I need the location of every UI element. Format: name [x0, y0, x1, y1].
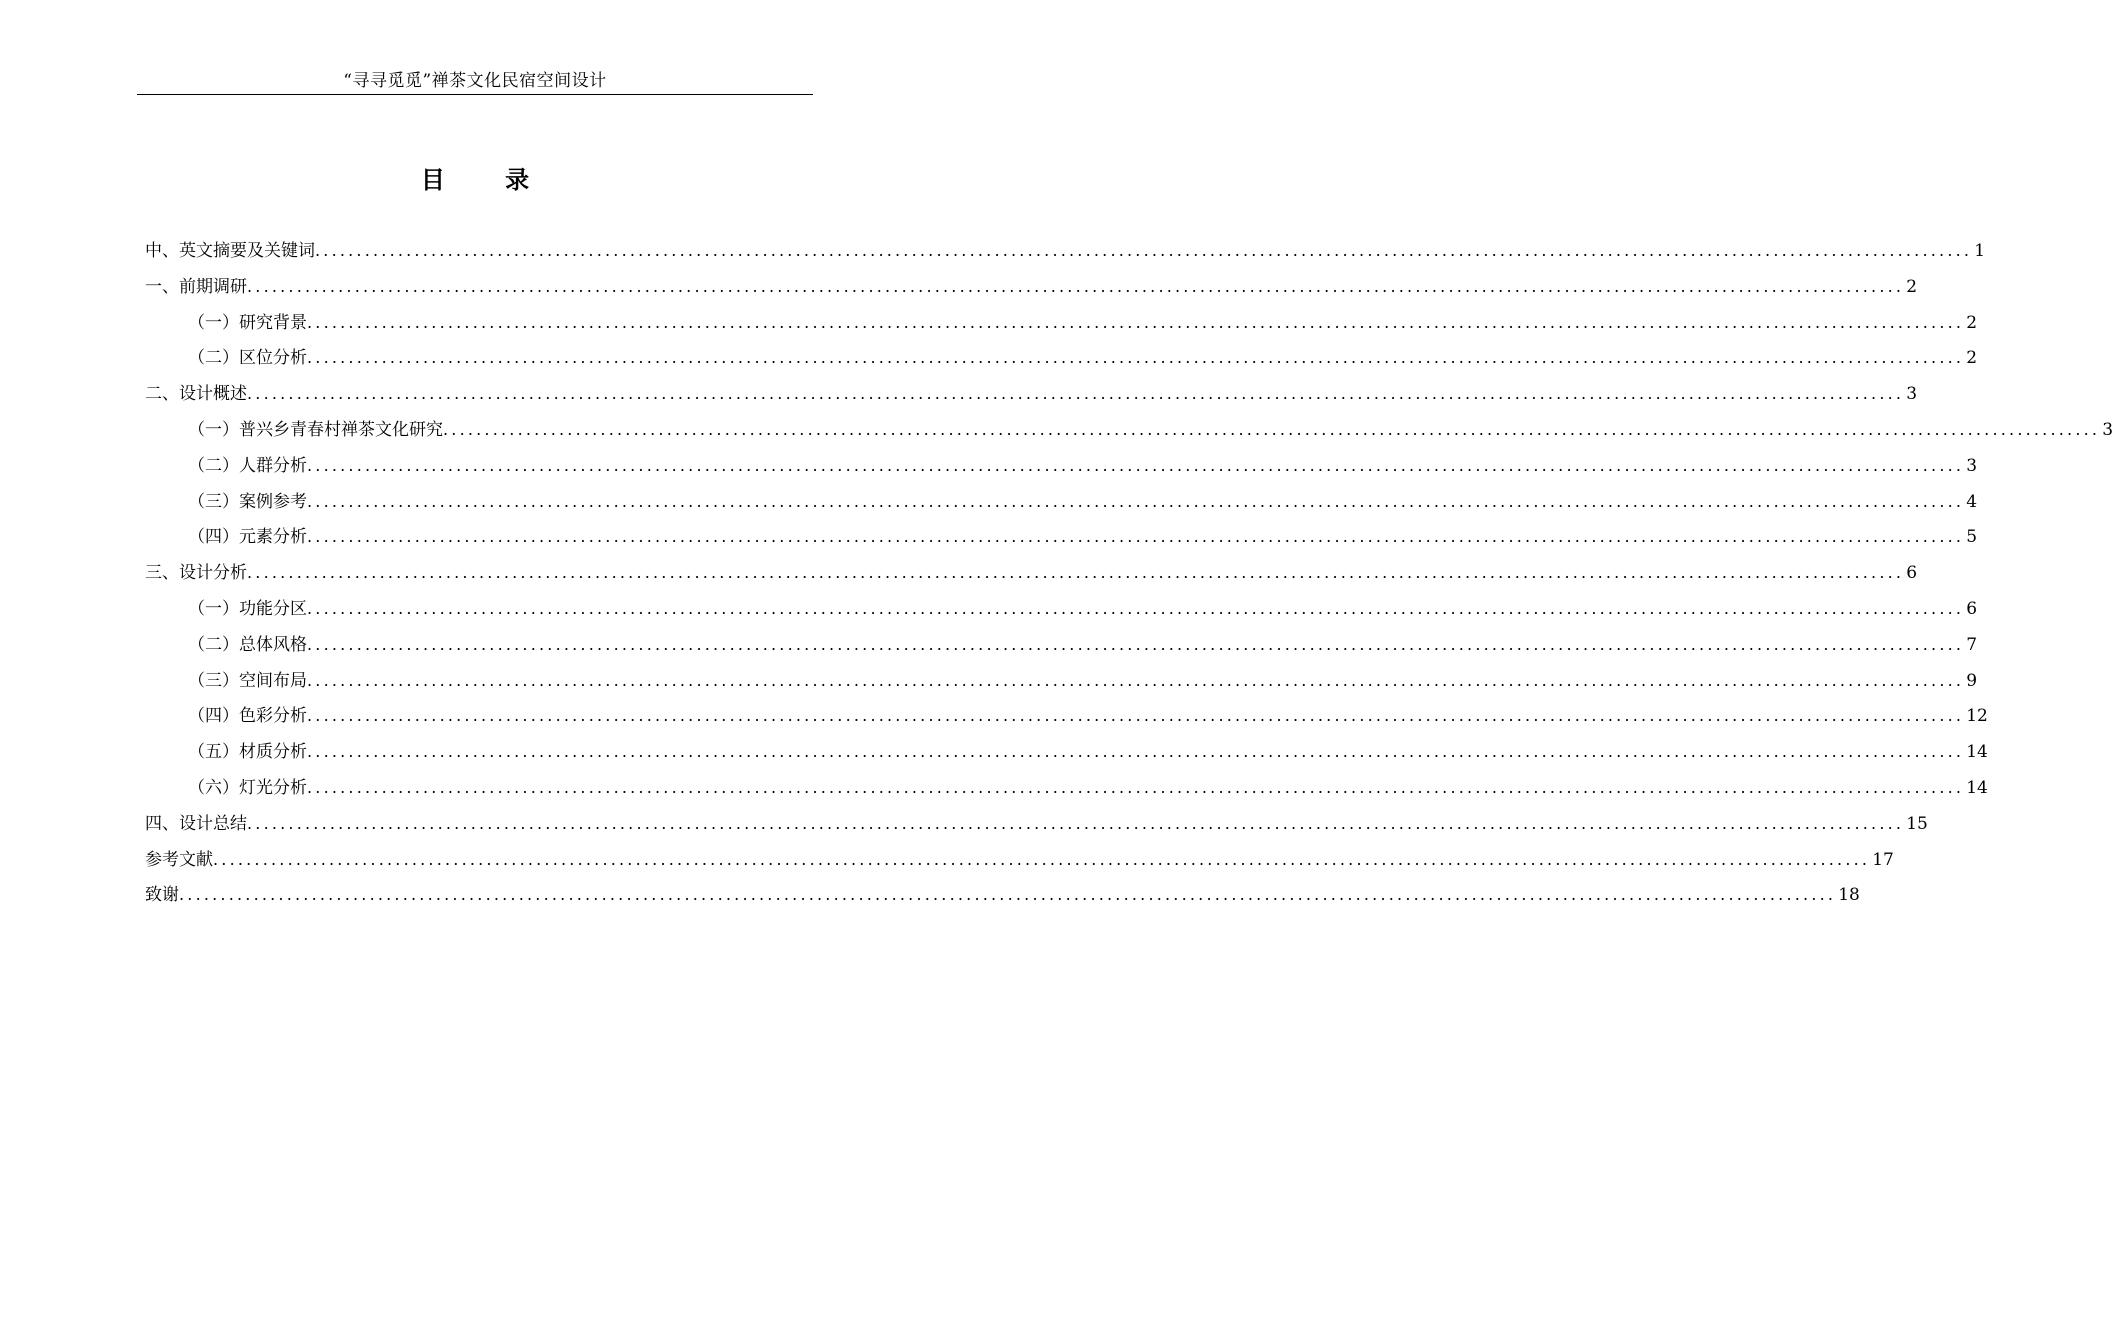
toc-entry-label: （六）灯光分析 [188, 777, 307, 798]
toc-entry[interactable] [145, 663, 1978, 699]
toc-entry[interactable] [145, 305, 1978, 341]
toc-entry-label: （五）材质分析 [188, 742, 307, 763]
toc-entry-page: 2 [1966, 312, 1978, 333]
toc-title: 目 录 [420, 165, 556, 194]
toc-entry[interactable] [145, 376, 1918, 412]
toc-entry-page: 15 [1906, 813, 1928, 834]
toc-entry-page: 5 [1966, 527, 1978, 548]
toc-entry-label: 致谢 [145, 885, 179, 906]
toc-entry-page: 4 [1966, 491, 1978, 512]
toc-entry-label: 三、设计分析 [145, 563, 247, 584]
toc-entry-label: （三）空间布局 [188, 670, 307, 691]
toc-leader-dots: ........................................................................................................................................................................................................ [213, 849, 1871, 869]
toc-leader-dots: ........................................................................................................................................................................................................ [247, 563, 1905, 583]
toc-entry[interactable] [145, 519, 1978, 555]
toc-leader-dots: ........................................................................................................................................................................................................ [307, 455, 1965, 475]
toc-leader-dots: ........................................................................................................................................................................................................ [307, 598, 1965, 618]
toc-leader-dots: ........................................................................................................................................................................................................ [307, 777, 1965, 797]
toc-entry[interactable] [145, 412, 2113, 448]
toc-entry-page: 14 [1966, 742, 1988, 763]
toc-entry-page: 12 [1966, 706, 1988, 727]
toc-entry-page: 3 [1966, 455, 1978, 476]
toc-entry[interactable] [145, 484, 1978, 520]
toc-entry-page: 6 [1966, 598, 1978, 619]
toc-leader-dots: ........................................................................................................................................................................................................ [247, 276, 1905, 296]
toc-leader-dots: ........................................................................................................................................................................................................ [307, 706, 1965, 726]
toc-entry-label: 四、设计总结 [145, 813, 247, 834]
toc-entry[interactable] [145, 269, 1918, 305]
header-divider [137, 94, 813, 95]
toc-entry-label: （一）普兴乡青春村禅茶文化研究 [188, 419, 443, 440]
toc-entry[interactable] [145, 877, 1860, 913]
toc-entry[interactable] [145, 340, 1978, 376]
toc-entry-label: 二、设计概述 [145, 384, 247, 405]
toc-entry-page: 2 [1966, 348, 1978, 369]
toc-leader-dots: ........................................................................................................................................................................................................ [247, 813, 1905, 833]
toc-leader-dots: ........................................................................................................................................................................................................ [315, 241, 1973, 260]
toc-leader-dots: ........................................................................................................................................................................................................ [307, 312, 1965, 332]
toc-entry-label: 一、前期调研 [145, 276, 247, 297]
toc-entry-page: 17 [1872, 849, 1894, 870]
table-of-contents [145, 233, 2113, 913]
toc-entry[interactable] [145, 842, 1894, 878]
toc-entry[interactable] [145, 591, 1978, 627]
toc-leader-dots: ........................................................................................................................................................................................................ [247, 384, 1905, 404]
toc-entry-page: 1 [1974, 241, 1986, 261]
toc-entry[interactable] [145, 555, 1918, 591]
toc-entry-label: （二）人群分析 [188, 455, 307, 476]
toc-leader-dots: ........................................................................................................................................................................................................ [307, 670, 1965, 690]
toc-entry[interactable] [145, 806, 1928, 842]
toc-entry[interactable] [145, 448, 1978, 484]
toc-entry-page: 7 [1966, 634, 1978, 655]
toc-entry-label: （一）研究背景 [188, 312, 307, 333]
toc-entry-label: （四）元素分析 [188, 527, 307, 548]
toc-leader-dots: ........................................................................................................................................................................................................ [179, 885, 1837, 905]
toc-entry-page: 18 [1838, 885, 1860, 906]
toc-leader-dots: ........................................................................................................................................................................................................ [307, 742, 1965, 762]
toc-entry-page: 14 [1966, 777, 1988, 798]
toc-entry-label: （二）总体风格 [188, 634, 307, 655]
toc-entry-page: 2 [1906, 276, 1918, 297]
toc-leader-dots: ........................................................................................................................................................................................................ [443, 419, 2101, 439]
toc-entry[interactable] [145, 734, 1988, 770]
toc-entry[interactable] [145, 770, 1988, 806]
toc-entry-label: 中、英文摘要及关键词 [145, 241, 315, 261]
toc-entry-label: （二）区位分析 [188, 348, 307, 369]
toc-entry[interactable] [145, 627, 1978, 663]
toc-entry-page: 6 [1906, 563, 1918, 584]
toc-entry-page: 9 [1966, 670, 1978, 691]
toc-entry-page: 3 [1906, 384, 1918, 405]
toc-entry-label: （四）色彩分析 [188, 706, 307, 727]
toc-entry-page: 3 [2102, 419, 2113, 440]
toc-entry-label: （一）功能分区 [188, 598, 307, 619]
toc-leader-dots: ........................................................................................................................................................................................................ [307, 348, 1965, 368]
toc-leader-dots: ........................................................................................................................................................................................................ [307, 491, 1965, 511]
toc-leader-dots: ........................................................................................................................................................................................................ [307, 634, 1965, 654]
toc-entry[interactable] [145, 698, 1988, 734]
toc-leader-dots: ........................................................................................................................................................................................................ [307, 527, 1965, 547]
toc-entry-label: 参考文献 [145, 849, 213, 870]
running-header: “寻寻觅觅”禅茶文化民宿空间设计 [343, 71, 607, 91]
toc-entry-label: （三）案例参考 [188, 491, 307, 512]
toc-entry[interactable] [145, 233, 1986, 269]
